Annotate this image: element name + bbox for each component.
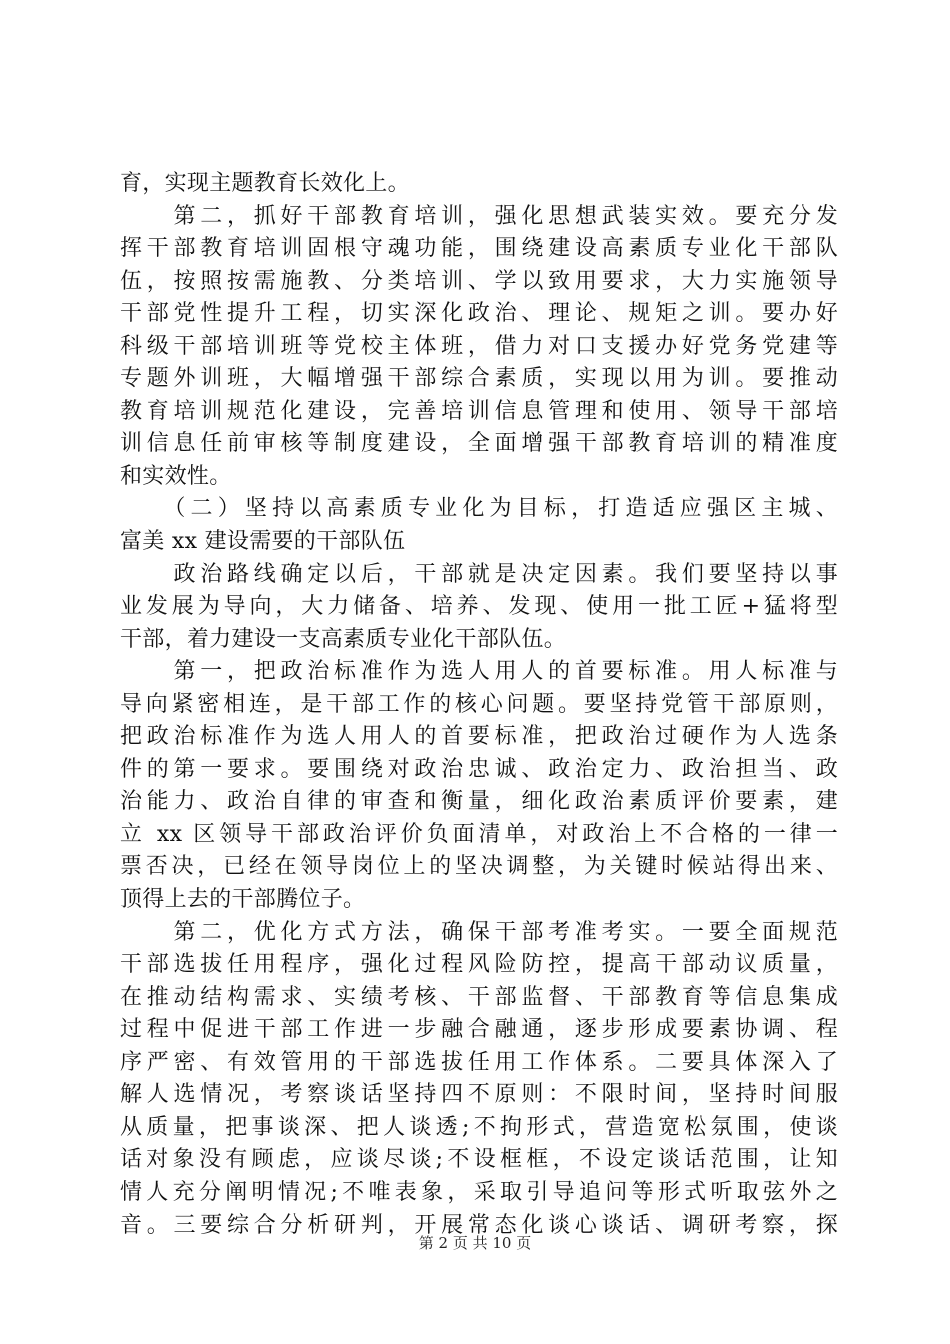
text-line: 话对象没有顾虑，应谈尽谈;不设框框，不设定谈话范围，让知 (120, 1147, 838, 1173)
text-line: 把政治标准作为选人用人的首要标准，把政治过硬作为人选条 (120, 724, 838, 750)
text-line: 挥干部教育培训固根守魂功能，围绕建设高素质专业化干部队 (120, 236, 838, 262)
text-line: 件的第一要求。要围绕对政治忠诚、政治定力、政治担当、政 (120, 756, 838, 782)
body-text (120, 168, 838, 1242)
text-line: 解人选情况，考察谈话坚持四不原则：不限时间，坚持时间服 (120, 1082, 838, 1108)
text-line: 过程中促进干部工作进一步融合融通，逐步形成要素协调、程 (120, 1017, 838, 1043)
text-line: 干部选拔任用程序，强化过程风险防控，提高干部动议质量， (120, 952, 838, 978)
text-line: 序严密、有效管用的干部选拔任用工作体系。二要具体深入了 (120, 1049, 838, 1075)
text-line: 第一，把政治标准作为选人用人的首要标准。用人标准与 (120, 659, 838, 685)
text-line: 育，实现主题教育长效化上。 (120, 171, 410, 196)
text-line: 富美 xx 建设需要的干部队伍 (120, 529, 406, 555)
text-line: （二）坚持以高素质专业化为目标，打造适应强区主城、 (120, 496, 838, 522)
text-line: 教育培训规范化建设，完善培训信息管理和使用、领导干部培 (120, 398, 838, 424)
text-line: 干部党性提升工程，切实深化政治、理论、规矩之训。要办好 (120, 301, 838, 327)
text-line: 治能力、政治自律的审查和衡量，细化政治素质评价要素，建 (120, 789, 838, 815)
text-line: 情人充分阐明情况;不唯表象，采取引导追问等形式听取弦外之 (120, 1179, 838, 1205)
text-line: 伍，按照按需施教、分类培训、学以致用要求，大力实施领导 (120, 268, 838, 294)
text-line: 从质量，把事谈深、把人谈透;不拘形式，营造宽松氛围，使谈 (120, 1114, 838, 1140)
text-line: 在推动结构需求、实绩考核、干部监督、干部教育等信息集成 (120, 984, 838, 1010)
text-line: 第二，优化方式方法，确保干部考准考实。一要全面规范 (120, 919, 838, 945)
page-footer: 第 2 页 共 10 页 (418, 1234, 532, 1252)
text-line: 科级干部培训班等党校主体班，借力对口支援办好党务党建等 (120, 333, 838, 359)
text-line: 政治路线确定以后，干部就是决定因素。我们要坚持以事 (120, 561, 838, 587)
text-line: 和实效性。 (120, 463, 232, 489)
text-line: 音。三要综合分析研判，开展常态化谈心谈话、调研考察，探 (120, 1212, 838, 1238)
text-line: 训信息任前审核等制度建设，全面增强干部教育培训的精准度 (120, 431, 838, 457)
text-line: 顶得上去的干部腾位子。 (120, 887, 366, 913)
text-line: 导向紧密相连，是干部工作的核心问题。要坚持党管干部原则， (120, 691, 838, 717)
text-line: 专题外训班，大幅增强干部综合素质，实现以用为训。要推动 (120, 366, 838, 392)
text-line: 第二，抓好干部教育培训，强化思想武装实效。要充分发 (120, 203, 838, 229)
text-line: 票否决，已经在领导岗位上的坚决调整，为关键时候站得出来、 (120, 854, 838, 880)
text-line: 立 xx 区领导干部政治评价负面清单，对政治上不合格的一律一 (120, 821, 838, 847)
text-line: 干部，着力建设一支高素质专业化干部队伍。 (120, 626, 567, 652)
text-line: 业发展为导向，大力储备、培养、发现、使用一批工匠+猛将型 (120, 594, 838, 620)
